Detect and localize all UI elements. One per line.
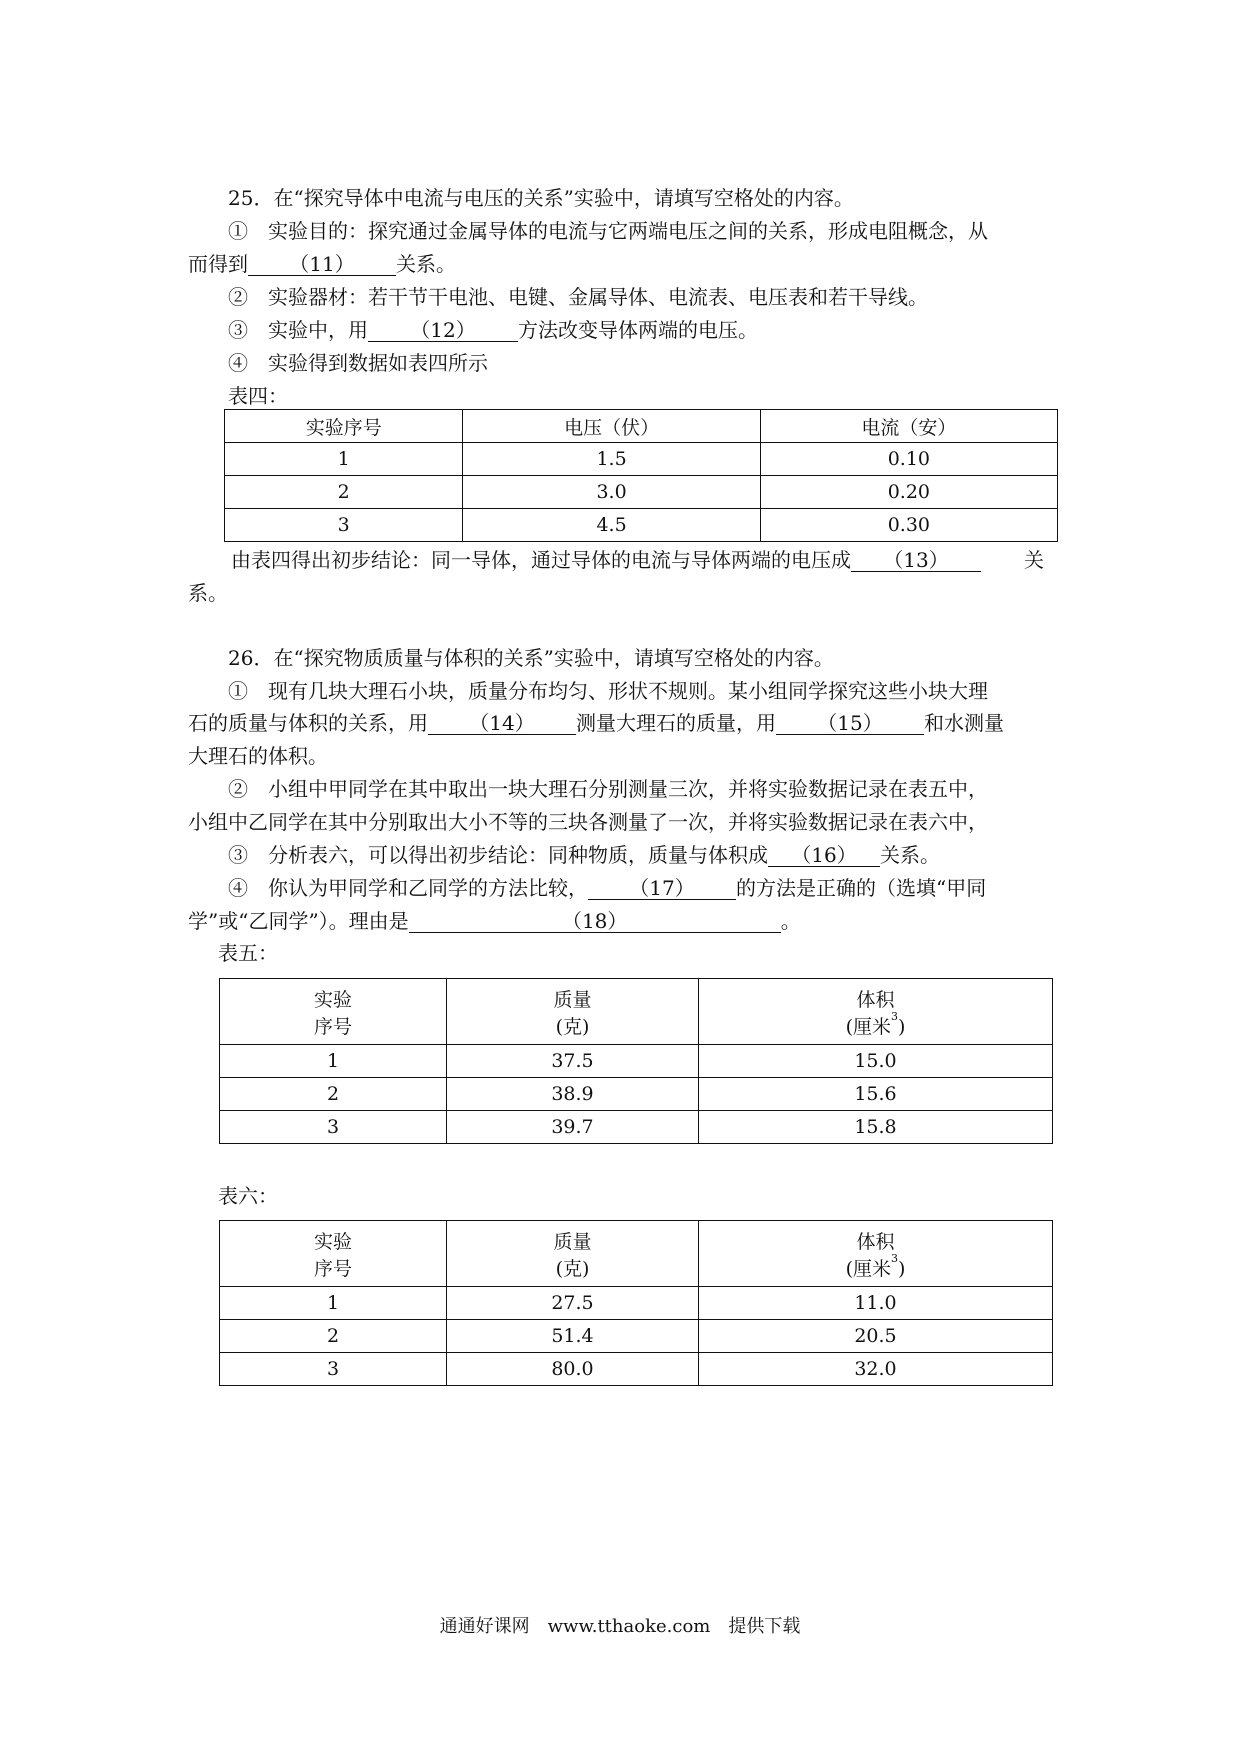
table-row [225, 476, 1058, 509]
table-cell: 3.0 [463, 476, 760, 509]
blank-15: （15） [776, 712, 924, 735]
q25-item1: ① 实验目的：探究通过金属导体的电流与它两端电压之间的关系，形成电阻概念，从 [228, 219, 988, 243]
q25-item3-suffix: 方法改变导体两端的电压。 [518, 318, 758, 342]
header-line2: 序号 [313, 1257, 352, 1280]
q25-item1-cont-prefix: 而得到 [188, 252, 248, 276]
table-header-row [225, 410, 1058, 443]
header-line2: (克) [555, 1257, 590, 1280]
header-line2 [699, 1009, 1052, 1039]
table-cell: 11.0 [699, 1287, 1053, 1320]
q25-item2: ② 实验器材：若干节干电池、电键、金属导体、电流表、电压表和若干导线。 [228, 285, 928, 309]
q25-item1-cont-suffix: 关系。 [396, 252, 456, 276]
table-cell: 3 [225, 509, 463, 542]
table-row [220, 1320, 1053, 1353]
unit-superscript: 3 [891, 1009, 898, 1023]
table-cell: 1 [225, 443, 463, 476]
table-row [220, 1111, 1053, 1144]
q26-item1-line3: 大理石的体积。 [188, 744, 328, 768]
header-line1: 实验 [313, 1230, 352, 1253]
table-row [225, 443, 1058, 476]
table-header-cell [447, 979, 699, 1045]
table-cell: 15.6 [699, 1078, 1053, 1111]
table6 [219, 1220, 1053, 1386]
table-cell: 0.30 [760, 509, 1057, 542]
q25-item3 [228, 318, 758, 342]
table-row [220, 1353, 1053, 1386]
table-cell: 0.10 [760, 443, 1057, 476]
q26-item4-l2-prefix: 学”或“乙同学”）。理由是 [188, 909, 409, 933]
table-cell: 2 [225, 476, 463, 509]
table-cell: 3 [220, 1111, 447, 1144]
q25-conclusion [231, 548, 981, 572]
q25-conclusion-cont: 系。 [188, 581, 228, 605]
header-unit: (厘米 [845, 1257, 891, 1280]
table-header-cell [220, 1221, 447, 1287]
table-header-cell [699, 979, 1053, 1045]
q25-item4: ④ 实验得到数据如表四所示 [228, 351, 488, 375]
table-cell: 3 [220, 1353, 447, 1386]
table6-caption: 表六： [218, 1184, 278, 1208]
table-row [225, 509, 1058, 542]
table-header-cell [699, 1221, 1053, 1287]
q25-item1-cont [188, 252, 456, 276]
q26-item4-suffix: 的方法是正确的（选填“甲同 [736, 876, 987, 900]
table-cell: 1 [220, 1045, 447, 1078]
q26-item1-line2 [188, 711, 1004, 735]
blank-16: （16） [768, 844, 880, 867]
blank-17: （17） [588, 877, 736, 900]
table4-caption: 表四： [228, 384, 288, 408]
q26-item4-line2 [188, 909, 801, 933]
table5 [219, 978, 1053, 1144]
table-cell: 37.5 [447, 1045, 699, 1078]
header-close: ) [898, 1015, 906, 1038]
table-header-cell: 电压（伏） [463, 410, 760, 443]
table-header-cell [447, 1221, 699, 1287]
table-header-row [220, 1221, 1053, 1287]
header-line1: 体积 [856, 988, 895, 1011]
q26-item3-suffix: 关系。 [880, 843, 940, 867]
blank-14: （14） [428, 712, 576, 735]
table5-caption: 表五： [218, 941, 278, 965]
q26-intro: 26．在“探究物质质量与体积的关系”实验中，请填写空格处的内容。 [228, 646, 834, 670]
q26-item1: ① 现有几块大理石小块，质量分布均匀、形状不规则。某小组同学探究这些小块大理 [228, 679, 988, 703]
header-line1: 体积 [856, 1230, 895, 1253]
q26-item4-prefix: ④ 你认为甲同学和乙同学的方法比较， [228, 876, 588, 900]
q25-conclusion-end: 关 [1024, 548, 1044, 572]
q25-intro: 25．在“探究导体中电流与电压的关系”实验中，请填写空格处的内容。 [228, 186, 854, 210]
table-header-cell: 实验序号 [225, 410, 463, 443]
q26-item2-line2: 小组中乙同学在其中分别取出大小不等的三块各测量了一次，并将实验数据记录在表六中， [188, 810, 988, 834]
q26-item4 [228, 876, 986, 900]
header-close: ) [898, 1257, 906, 1280]
unit-superscript: 3 [891, 1251, 898, 1265]
table-row [220, 1045, 1053, 1078]
table-cell: 1 [220, 1287, 447, 1320]
blank-13: （13） [851, 549, 981, 572]
footer-source: 通通好课网 www.tthaoke.com 提供下载 [439, 1616, 801, 1637]
blank-18: （18） [409, 910, 781, 933]
q25-item3-prefix: ③ 实验中，用 [228, 318, 368, 342]
table-cell: 15.0 [699, 1045, 1053, 1078]
table-header-row [220, 979, 1053, 1045]
q26-item3-prefix: ③ 分析表六，可以得出初步结论：同种物质，质量与体积成 [228, 843, 768, 867]
table-cell: 20.5 [699, 1320, 1053, 1353]
table-row [220, 1078, 1053, 1111]
table-cell: 27.5 [447, 1287, 699, 1320]
table-cell: 2 [220, 1078, 447, 1111]
header-line2: 序号 [313, 1015, 352, 1038]
table-cell: 51.4 [447, 1320, 699, 1353]
table-cell: 0.20 [760, 476, 1057, 509]
header-line1: 质量 [553, 1230, 592, 1253]
header-line1: 实验 [313, 988, 352, 1011]
table-cell: 38.9 [447, 1078, 699, 1111]
header-line2: (克) [555, 1015, 590, 1038]
table-cell: 15.8 [699, 1111, 1053, 1144]
blank-12: （12） [368, 319, 518, 342]
table-cell: 4.5 [463, 509, 760, 542]
table-cell: 32.0 [699, 1353, 1053, 1386]
blank-11: （11） [248, 253, 396, 276]
table-cell: 2 [220, 1320, 447, 1353]
header-line2 [699, 1251, 1052, 1281]
table-header-cell [220, 979, 447, 1045]
q26-item4-l2-suffix: 。 [780, 909, 801, 933]
table-cell: 39.7 [447, 1111, 699, 1144]
table-row [220, 1287, 1053, 1320]
q26-item1-l2-suffix: 和水测量 [924, 711, 1004, 735]
q26-item1-l2-prefix: 石的质量与体积的关系，用 [188, 711, 428, 735]
header-line1: 质量 [553, 988, 592, 1011]
header-unit: (厘米 [845, 1015, 891, 1038]
q26-item3 [228, 843, 940, 867]
table-cell: 1.5 [463, 443, 760, 476]
table-header-cell: 电流（安） [760, 410, 1057, 443]
q25-conclusion-prefix: 由表四得出初步结论：同一导体，通过导体的电流与导体两端的电压成 [231, 548, 851, 572]
q26-item1-l2-mid: 测量大理石的质量，用 [576, 711, 776, 735]
table-cell: 80.0 [447, 1353, 699, 1386]
table4 [224, 409, 1058, 542]
q26-item2: ② 小组中甲同学在其中取出一块大理石分别测量三次，并将实验数据记录在表五中， [228, 777, 988, 801]
